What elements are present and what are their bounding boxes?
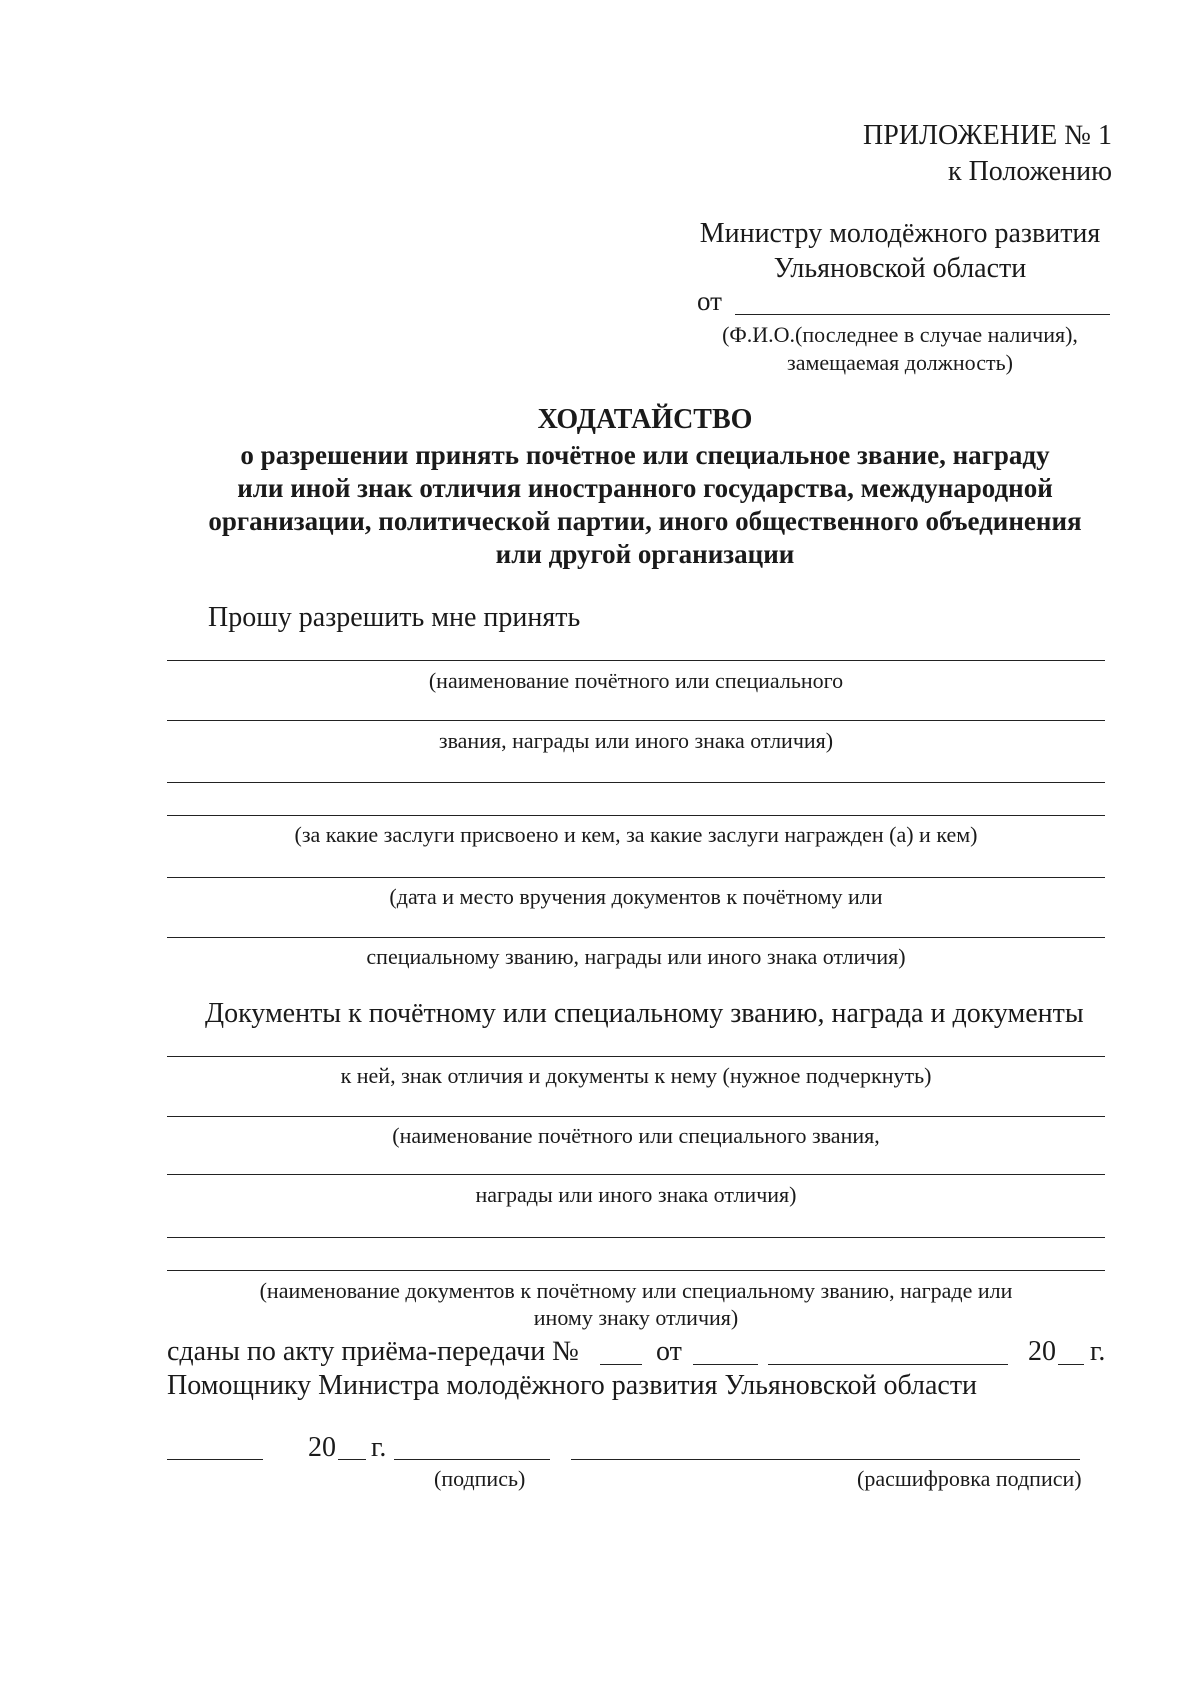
title-sub-line1: о разрешении принять почётное или специальное звание, награду	[240, 440, 1050, 470]
act-year-suffix: г.	[1090, 1336, 1106, 1367]
documents-hint3: награды или иного знака отличия)	[475, 1182, 797, 1207]
signature-date-field[interactable]	[167, 1459, 263, 1460]
title-sub-line3: организации, политической партии, иного общественного объединения	[208, 506, 1082, 536]
merits-line2[interactable]	[167, 815, 1105, 816]
documents-hint5: иному знаку отличия)	[533, 1305, 739, 1330]
documents-text: Документы к почётному или специальному званию, награда и документы	[205, 998, 1084, 1029]
from-hint-line2: замещаемая должность)	[787, 350, 1013, 375]
signature-hint: (подпись)	[434, 1466, 526, 1491]
signature-year-suffix: г.	[371, 1432, 387, 1463]
act-year-prefix: 20	[1028, 1336, 1056, 1367]
documents-line3[interactable]	[167, 1174, 1105, 1175]
act-month-field[interactable]	[768, 1364, 1008, 1365]
signature-year-field[interactable]	[338, 1459, 366, 1460]
documents-line4[interactable]	[167, 1237, 1105, 1238]
assistant-text: Помощнику Министра молодёжного развития Ульяновской области	[167, 1370, 978, 1401]
merits-hint: (за какие заслуги присвоено и кем, за какие заслуги награжден (а) и кем)	[294, 822, 978, 847]
date-place-line1[interactable]	[167, 877, 1105, 878]
signature-field[interactable]	[394, 1459, 550, 1460]
title-sub-line4: или другой организации	[495, 539, 795, 569]
decryption-field[interactable]	[571, 1459, 1080, 1460]
documents-hint4: (наименование документов к почётному или специальному званию, награде или	[259, 1278, 1013, 1303]
act-number-field[interactable]	[600, 1364, 642, 1365]
documents-hint1: к ней, знак отличия и документы к нему (нужное подчеркнуть)	[340, 1063, 932, 1088]
act-day-field[interactable]	[693, 1364, 758, 1365]
request-text: Прошу разрешить мне принять	[208, 602, 581, 633]
decryption-hint: (расшифровка подписи)	[857, 1466, 1082, 1491]
award-name-line2[interactable]	[167, 720, 1105, 721]
award-name-hint1: (наименование почётного или специального	[428, 668, 844, 693]
from-input-line[interactable]	[735, 314, 1110, 315]
date-place-hint1: (дата и место вручения документов к почётному или	[389, 884, 883, 909]
documents-line5[interactable]	[167, 1270, 1105, 1271]
documents-hint2: (наименование почётного или специального звания,	[392, 1123, 880, 1148]
award-name-hint2: звания, награды или иного знака отличия)	[438, 728, 834, 753]
document-title: ХОДАТАЙСТВО	[537, 404, 753, 435]
documents-line1[interactable]	[167, 1056, 1105, 1057]
date-place-line2[interactable]	[167, 937, 1105, 938]
handed-over-text: сданы по акту приёма-передачи №	[167, 1336, 579, 1367]
from-hint-line1: (Ф.И.О.(последнее в случае наличия),	[722, 322, 1078, 347]
act-year-field[interactable]	[1058, 1364, 1084, 1365]
addressee-line1: Министру молодёжного развития	[699, 218, 1101, 249]
documents-line2[interactable]	[167, 1116, 1105, 1117]
signature-year-prefix: 20	[308, 1432, 336, 1463]
appendix-number: ПРИЛОЖЕНИЕ № 1	[863, 120, 1112, 151]
merits-line1[interactable]	[167, 782, 1105, 783]
from-label: от	[697, 286, 722, 316]
title-sub-line2: или иной знак отличия иностранного государства, международной	[237, 473, 1053, 503]
date-place-hint2: специальному званию, награды или иного знака отличия)	[366, 944, 906, 969]
act-from-label: от	[656, 1336, 682, 1367]
appendix-reference: к Положению	[947, 156, 1112, 187]
award-name-line1[interactable]	[167, 660, 1105, 661]
addressee-line2: Ульяновской области	[773, 253, 1027, 284]
